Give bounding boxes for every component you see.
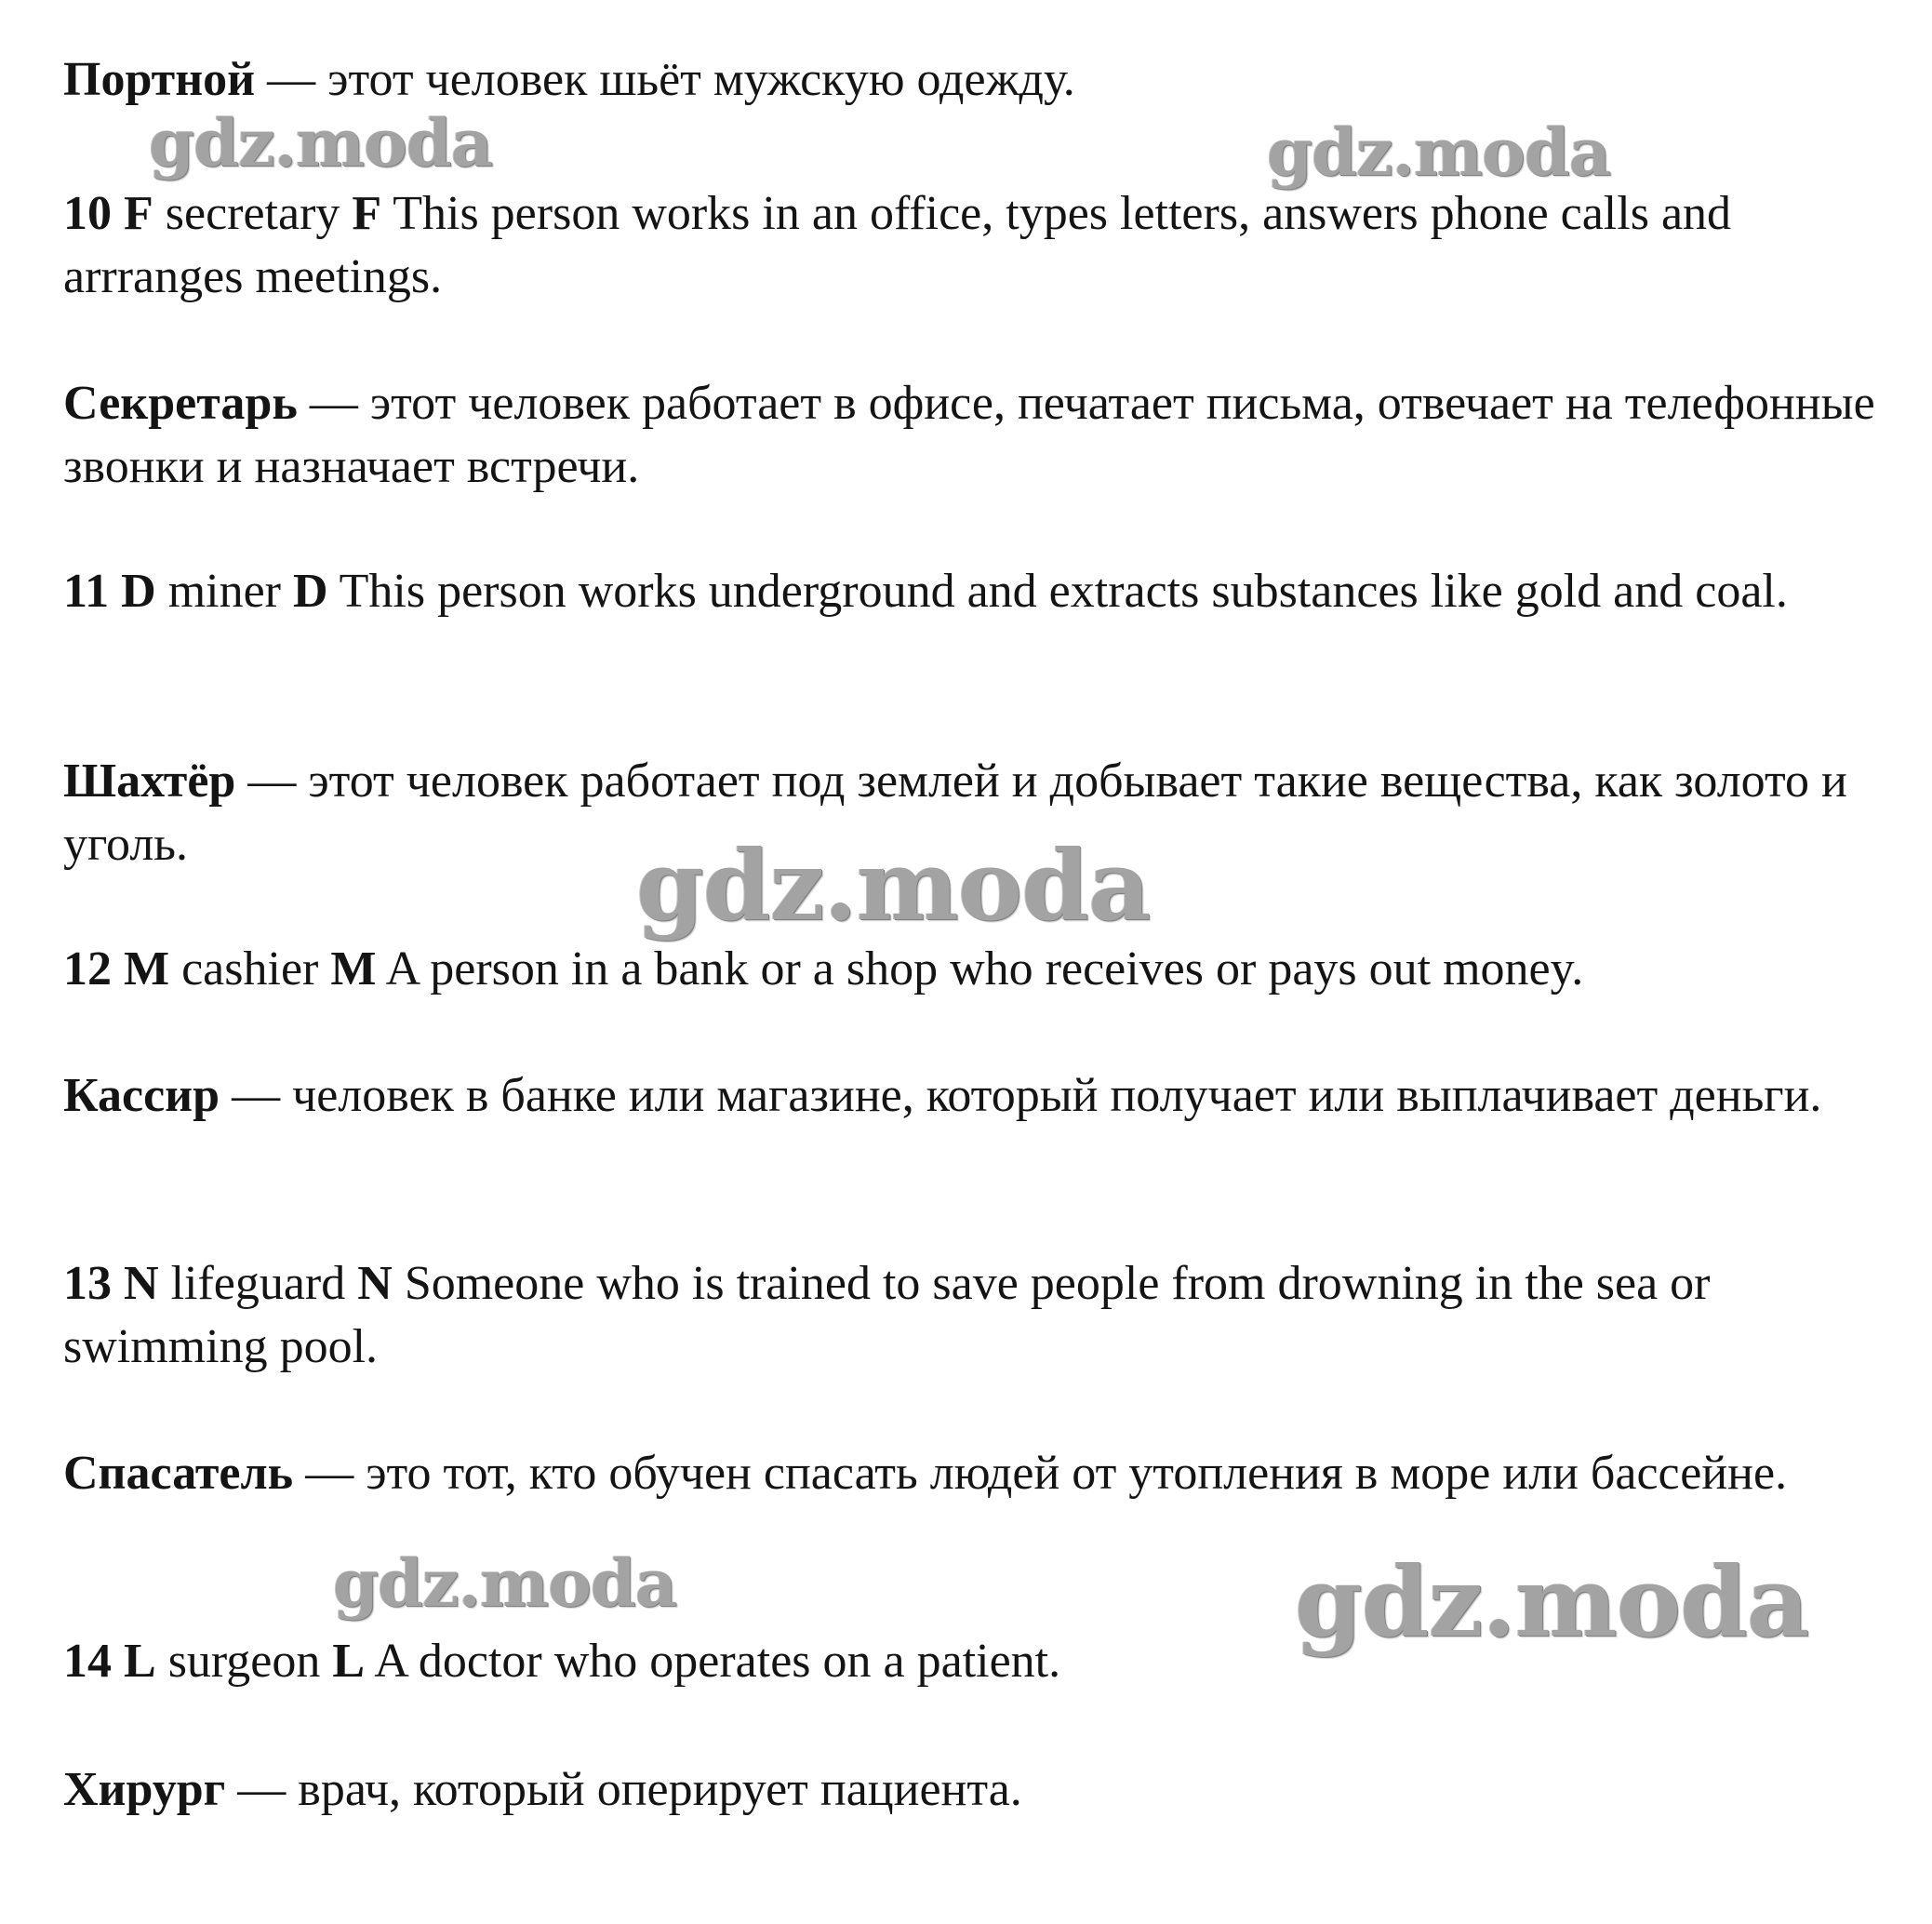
definition-text: This person works underground and extracts substances like gold and coal. <box>327 565 1788 618</box>
answer-letter-2: F <box>352 187 382 240</box>
paragraph-10-secretary <box>63 182 1886 309</box>
paragraph-tailor-ru <box>63 48 1886 112</box>
answer-letter: F <box>124 187 153 240</box>
term-bold: Портной <box>63 53 256 106</box>
vocabulary-word: secretary <box>153 187 353 240</box>
definition-text: A doctor who operates on a patient. <box>365 1635 1061 1688</box>
definition-text: — этот человек работает в офисе, печатает письма, отвечает на телефонные звонки и назначает встречи. <box>63 377 1875 493</box>
vocabulary-word: miner <box>155 565 293 618</box>
definition-text: — врач, который оперирует пациента. <box>225 1763 1022 1816</box>
answer-letter: N <box>124 1257 159 1310</box>
paragraph-cashier-ru <box>63 1064 1886 1128</box>
paragraph-lifeguard-ru <box>63 1442 1886 1505</box>
paragraph-12-cashier <box>63 938 1886 1001</box>
term-bold: Секретарь <box>63 377 298 430</box>
vocabulary-word: cashier <box>169 942 331 995</box>
watermark-logo: gdz.moda <box>1295 1544 1809 1659</box>
item-number: 14 <box>63 1635 112 1688</box>
term-bold: Спасатель <box>63 1447 294 1500</box>
vocabulary-word: surgeon <box>155 1635 333 1688</box>
definition-text: Someone who is trained to save people from drowning in the sea or swimming pool. <box>63 1257 1711 1373</box>
paragraph-14-surgeon <box>63 1630 1886 1693</box>
item-number: 12 <box>63 942 112 995</box>
watermark-logo: gdz.moda <box>333 1544 677 1622</box>
answer-letter-2: M <box>330 942 377 995</box>
definition-text: A person in a bank or a shop who receives or pays out money. <box>376 942 1584 995</box>
definition-text: — это тот, кто обучен спасать людей от утопления в море или бассейне. <box>293 1447 1788 1500</box>
watermark-logo: gdz.moda <box>636 828 1151 942</box>
term-bold: Хирург <box>63 1763 226 1816</box>
item-number: 11 <box>63 565 110 618</box>
paragraph-miner-ru <box>63 750 1886 876</box>
watermark-logo: gdz.moda <box>1267 114 1611 191</box>
definition-text: — человек в банке или магазине, который получает или выплачивает деньги. <box>220 1069 1822 1122</box>
vocabulary-word: lifeguard <box>158 1257 358 1310</box>
term-bold: Шахтёр <box>63 755 236 808</box>
paragraph-surgeon-ru <box>63 1758 1886 1822</box>
answer-letter-2: L <box>332 1635 366 1688</box>
answer-letter: L <box>124 1635 156 1688</box>
item-number: 10 <box>63 187 112 240</box>
item-number: 13 <box>63 1257 112 1310</box>
paragraph-11-miner <box>63 560 1886 623</box>
definition-text: This person works in an office, types letters, answers phone calls and arrranges meetings. <box>63 187 1732 303</box>
term-bold: Кассир <box>63 1069 220 1122</box>
answer-letter-2: N <box>357 1257 393 1310</box>
watermark-logo: gdz.moda <box>149 104 493 181</box>
definition-text: — этот человек работает под землей и добывает такие вещества, как золото и уголь. <box>63 755 1847 871</box>
paragraph-secretary-ru <box>63 372 1886 499</box>
answer-letter: M <box>124 942 170 995</box>
answer-letter-2: D <box>293 565 328 618</box>
paragraph-13-lifeguard <box>63 1252 1886 1379</box>
answer-letter: D <box>121 565 156 618</box>
definition-text: — этот человек шьёт мужскую одежду. <box>255 53 1075 106</box>
